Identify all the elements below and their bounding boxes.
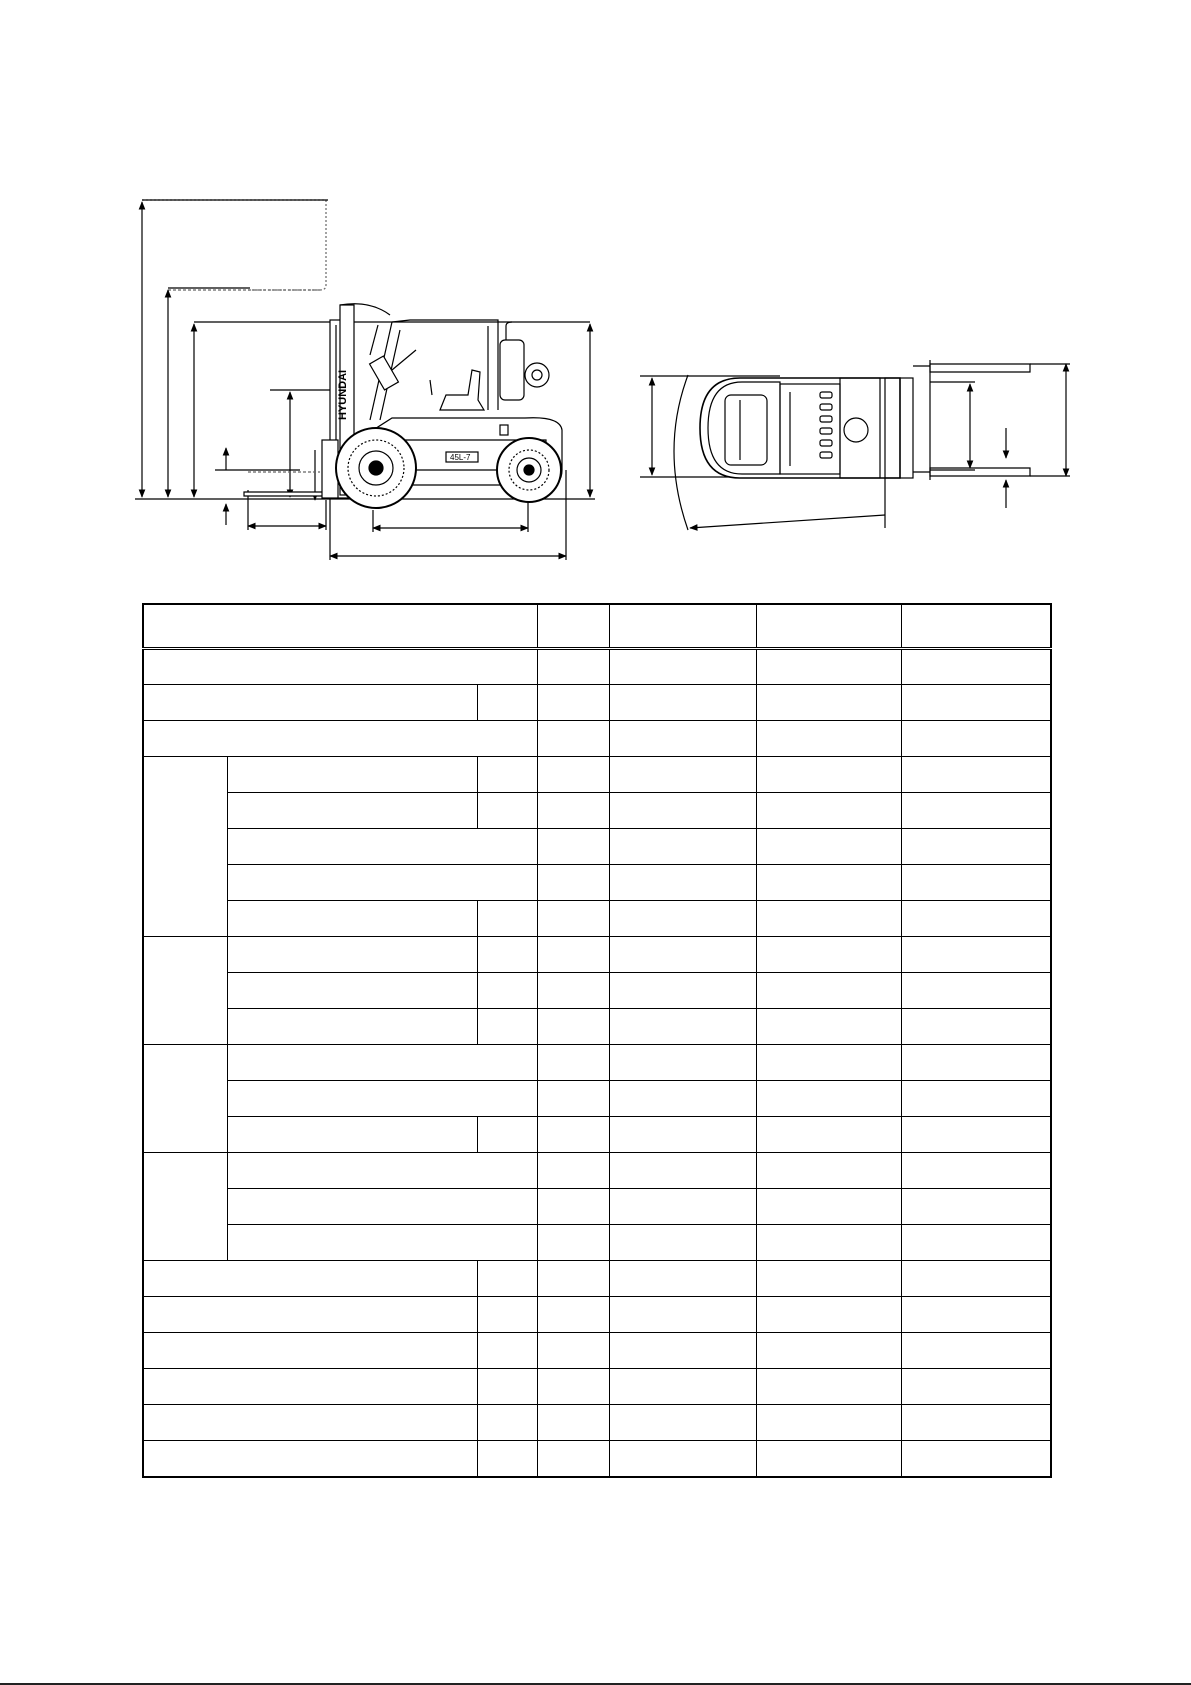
table-cell (756, 937, 901, 973)
table-cell (609, 1369, 756, 1405)
body-tag-text: 45L-7 (450, 453, 471, 462)
table-cell (537, 1117, 609, 1153)
table-cell (609, 1081, 756, 1117)
table-row (143, 865, 1051, 901)
table-cell (609, 973, 756, 1009)
table-cell (901, 901, 1051, 937)
table-cell (227, 865, 537, 901)
header-cell-unit (537, 604, 609, 648)
table-row (143, 1297, 1051, 1333)
table-cell (537, 1333, 609, 1369)
table-cell (227, 1009, 477, 1045)
table-cell (609, 648, 756, 684)
table-cell (227, 901, 477, 937)
table-cell (901, 648, 1051, 684)
group-cell (143, 1153, 227, 1261)
table-cell (901, 1009, 1051, 1045)
table-cell (901, 1405, 1051, 1441)
table-row (143, 1441, 1051, 1477)
table-cell (477, 1261, 537, 1297)
header-cell-model-3 (901, 604, 1051, 648)
table-cell (477, 1405, 537, 1441)
table-cell (477, 901, 537, 937)
table-cell (901, 1117, 1051, 1153)
group-cell (143, 757, 227, 937)
table-cell (143, 648, 537, 684)
table-cell (609, 901, 756, 937)
table-cell (756, 901, 901, 937)
table-cell (901, 1081, 1051, 1117)
table-row (143, 1081, 1051, 1117)
specification-table (142, 603, 1052, 1478)
table-cell (901, 937, 1051, 973)
table-cell (609, 1189, 756, 1225)
group-cell (143, 1045, 227, 1153)
table-cell (477, 685, 537, 721)
group-cell (143, 937, 227, 1045)
table-cell (901, 685, 1051, 721)
table-cell (227, 1117, 477, 1153)
table-cell (901, 1189, 1051, 1225)
table-row (143, 1405, 1051, 1441)
table-cell (477, 973, 537, 1009)
table-cell (609, 757, 756, 793)
table-cell (901, 1369, 1051, 1405)
table-cell (609, 685, 756, 721)
table-cell (901, 721, 1051, 757)
table-cell (537, 721, 609, 757)
table-row (143, 648, 1051, 684)
table-cell (477, 1333, 537, 1369)
table-cell (756, 1261, 901, 1297)
table-cell (756, 1441, 901, 1477)
table-cell (901, 973, 1051, 1009)
table-cell (901, 1261, 1051, 1297)
table-cell (609, 721, 756, 757)
table-cell (477, 1009, 537, 1045)
table-cell (537, 757, 609, 793)
table-cell (537, 1153, 609, 1189)
table-cell (756, 757, 901, 793)
table-cell (227, 829, 537, 865)
table-cell (537, 1297, 609, 1333)
table-cell (537, 1009, 609, 1045)
table-cell (901, 865, 1051, 901)
table-cell (609, 1297, 756, 1333)
table-cell (609, 937, 756, 973)
table-cell (477, 757, 537, 793)
top-view (640, 360, 1070, 530)
table-cell (756, 648, 901, 684)
side-view (135, 200, 595, 560)
table-row (143, 721, 1051, 757)
header-cell-item (143, 604, 537, 648)
table-row (143, 1261, 1051, 1297)
table-cell (143, 685, 477, 721)
table-cell (901, 1045, 1051, 1081)
table-cell (756, 1081, 901, 1117)
table-cell (609, 1225, 756, 1261)
table-cell (609, 1405, 756, 1441)
table-cell (477, 1441, 537, 1477)
table-cell (756, 1117, 901, 1153)
table-cell (143, 1297, 477, 1333)
table-cell (609, 1045, 756, 1081)
table-cell (901, 1441, 1051, 1477)
table-row (143, 937, 1051, 973)
table-cell (609, 1333, 756, 1369)
table-cell (477, 937, 537, 973)
table-cell (227, 793, 477, 829)
table-cell (537, 1369, 609, 1405)
table-cell (537, 1405, 609, 1441)
table-cell (609, 793, 756, 829)
table-cell (756, 973, 901, 1009)
table-cell (609, 1009, 756, 1045)
table-cell (537, 1225, 609, 1261)
table-row (143, 973, 1051, 1009)
table-row (143, 1153, 1051, 1189)
table-row (143, 1333, 1051, 1369)
table-row (143, 1009, 1051, 1045)
table-cell (609, 1117, 756, 1153)
table-cell (537, 901, 609, 937)
table-cell (609, 1153, 756, 1189)
table-cell (477, 793, 537, 829)
table-cell (143, 1405, 477, 1441)
table-cell (227, 1153, 537, 1189)
table-cell (143, 1369, 477, 1405)
table-cell (609, 865, 756, 901)
table-cell (227, 757, 477, 793)
table-cell (537, 1261, 609, 1297)
table-cell (537, 1081, 609, 1117)
table-cell (537, 973, 609, 1009)
table-cell (901, 1153, 1051, 1189)
table-cell (756, 685, 901, 721)
table-cell (227, 1081, 537, 1117)
table-cell (901, 1225, 1051, 1261)
table-row (143, 901, 1051, 937)
table-cell (901, 829, 1051, 865)
table-cell (537, 648, 609, 684)
table-cell (143, 1261, 477, 1297)
table-cell (477, 1369, 537, 1405)
table-row (143, 1117, 1051, 1153)
table-cell (756, 829, 901, 865)
table-row (143, 1225, 1051, 1261)
table-row (143, 1189, 1051, 1225)
table-cell (227, 1045, 537, 1081)
table-row (143, 685, 1051, 721)
table-cell (143, 721, 537, 757)
table-cell (609, 1441, 756, 1477)
table-row (143, 1369, 1051, 1405)
table-cell (227, 1225, 537, 1261)
table-cell (756, 1009, 901, 1045)
table-cell (143, 1441, 477, 1477)
table-cell (609, 1261, 756, 1297)
table-cell (756, 1369, 901, 1405)
table-cell (756, 1405, 901, 1441)
table-cell (227, 937, 477, 973)
table-cell (756, 1297, 901, 1333)
table-cell (143, 1333, 477, 1369)
table-cell (901, 757, 1051, 793)
mast-brand-text: HYUNDAI (337, 369, 349, 420)
table-cell (756, 721, 901, 757)
header-cell-model-2 (756, 604, 901, 648)
table-cell (756, 1333, 901, 1369)
table-row (143, 829, 1051, 865)
table-cell (537, 865, 609, 901)
table-row (143, 1045, 1051, 1081)
table-cell (756, 793, 901, 829)
table-cell (756, 1153, 901, 1189)
table-cell (537, 1045, 609, 1081)
table-cell (537, 1189, 609, 1225)
table-cell (901, 1333, 1051, 1369)
table-cell (756, 1225, 901, 1261)
header-cell-model-1 (609, 604, 756, 648)
table-cell (477, 1117, 537, 1153)
table-cell (901, 793, 1051, 829)
table-cell (537, 829, 609, 865)
table-row (143, 757, 1051, 793)
table-cell (537, 937, 609, 973)
table-header-row (143, 604, 1051, 648)
table-cell (537, 1441, 609, 1477)
table-cell (756, 1189, 901, 1225)
table-row (143, 793, 1051, 829)
table-cell (756, 1045, 901, 1081)
table-cell (227, 973, 477, 1009)
table-cell (609, 829, 756, 865)
table-cell (537, 685, 609, 721)
technical-drawing (0, 0, 1191, 600)
table-cell (901, 1297, 1051, 1333)
table-cell (537, 793, 609, 829)
table-cell (227, 1189, 537, 1225)
table-cell (756, 865, 901, 901)
table-cell (477, 1297, 537, 1333)
